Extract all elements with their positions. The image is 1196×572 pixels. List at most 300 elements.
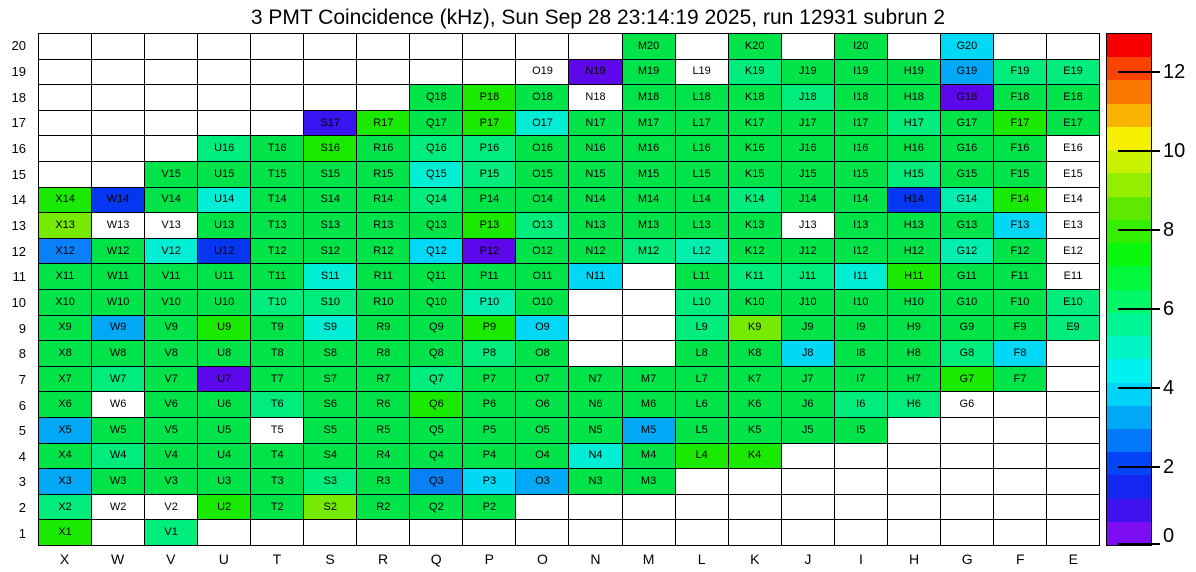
- cell-R3: R3: [357, 469, 410, 495]
- cell-R7: R7: [357, 367, 410, 393]
- cell-G14: G14: [941, 188, 994, 214]
- cell-S10: S10: [304, 290, 357, 316]
- colorbar-band-16: [1107, 406, 1151, 429]
- col-label-X: X: [59, 551, 70, 567]
- cell-L19: L19: [676, 60, 729, 86]
- cell-E17: E17: [1047, 111, 1100, 137]
- cell-empty-N20: [569, 34, 622, 60]
- cell-M18: M18: [623, 85, 676, 111]
- colorbar-tick-label-4: 4: [1163, 377, 1175, 400]
- cell-J11: J11: [782, 264, 835, 290]
- cell-G6: G6: [941, 392, 994, 418]
- cell-L13: L13: [676, 213, 729, 239]
- cell-empty-M11: [623, 264, 676, 290]
- cell-H13: H13: [888, 213, 941, 239]
- cell-empty-N1: [569, 520, 622, 546]
- cell-E16: E16: [1047, 136, 1100, 162]
- cell-N17: N17: [569, 111, 622, 137]
- col-label-F: F: [1015, 551, 1025, 567]
- col-label-W: W: [111, 551, 125, 567]
- colorbar-band-3: [1107, 104, 1151, 127]
- cell-empty-V16: [145, 136, 198, 162]
- cell-L10: L10: [676, 290, 729, 316]
- col-label-E: E: [1068, 551, 1078, 567]
- cell-O6: O6: [516, 392, 569, 418]
- cell-F13: F13: [994, 213, 1047, 239]
- cell-empty-G5: [941, 418, 994, 444]
- cell-K7: K7: [729, 367, 782, 393]
- cell-M5: M5: [623, 418, 676, 444]
- cell-G7: G7: [941, 367, 994, 393]
- cell-empty-H2: [888, 495, 941, 521]
- cell-J15: J15: [782, 162, 835, 188]
- cell-T8: T8: [251, 341, 304, 367]
- cell-P3: P3: [463, 469, 516, 495]
- cell-P6: P6: [463, 392, 516, 418]
- cell-empty-I3: [835, 469, 888, 495]
- cell-O3: O3: [516, 469, 569, 495]
- cell-N5: N5: [569, 418, 622, 444]
- colorbar-tick-label-8: 8: [1163, 219, 1175, 242]
- cell-P12: P12: [463, 239, 516, 265]
- cell-empty-J3: [782, 469, 835, 495]
- col-label-I: I: [859, 551, 863, 567]
- cell-empty-F5: [994, 418, 1047, 444]
- row-label-20: 20: [11, 38, 26, 54]
- cell-empty-W18: [92, 85, 145, 111]
- col-label-G: G: [961, 551, 973, 567]
- cell-W2: W2: [92, 495, 145, 521]
- cell-Q9: Q9: [410, 316, 463, 342]
- cell-Q18: Q18: [410, 85, 463, 111]
- cell-empty-U19: [198, 60, 251, 86]
- colorbar-band-8: [1107, 220, 1151, 243]
- cell-N13: N13: [569, 213, 622, 239]
- row-label-5: 5: [18, 423, 26, 439]
- cell-N14: N14: [569, 188, 622, 214]
- row-label-19: 19: [11, 63, 26, 79]
- cell-L11: L11: [676, 264, 729, 290]
- cell-empty-T19: [251, 60, 304, 86]
- cell-F10: F10: [994, 290, 1047, 316]
- cell-P17: P17: [463, 111, 516, 137]
- cell-K8: K8: [729, 341, 782, 367]
- cell-Q2: Q2: [410, 495, 463, 521]
- cell-empty-E4: [1047, 444, 1100, 470]
- cell-J7: J7: [782, 367, 835, 393]
- cell-W3: W3: [92, 469, 145, 495]
- cell-K15: K15: [729, 162, 782, 188]
- cell-empty-U1: [198, 520, 251, 546]
- row-label-17: 17: [11, 115, 26, 131]
- row-label-13: 13: [11, 217, 26, 233]
- cell-empty-U17: [198, 111, 251, 137]
- col-label-O: O: [536, 551, 548, 567]
- cell-J17: J17: [782, 111, 835, 137]
- cell-empty-N2: [569, 495, 622, 521]
- cell-L5: L5: [676, 418, 729, 444]
- cell-I18: I18: [835, 85, 888, 111]
- cell-G18: G18: [941, 85, 994, 111]
- cell-R14: R14: [357, 188, 410, 214]
- cell-E14: E14: [1047, 188, 1100, 214]
- cell-empty-X15: [39, 162, 92, 188]
- cell-V12: V12: [145, 239, 198, 265]
- cell-O19: O19: [516, 60, 569, 86]
- cell-empty-N8: [569, 341, 622, 367]
- cell-empty-E8: [1047, 341, 1100, 367]
- cell-empty-W20: [92, 34, 145, 60]
- cell-X12: X12: [39, 239, 92, 265]
- cell-J14: J14: [782, 188, 835, 214]
- cell-V11: V11: [145, 264, 198, 290]
- col-label-J: J: [804, 551, 812, 567]
- row-label-15: 15: [11, 166, 26, 182]
- cell-G15: G15: [941, 162, 994, 188]
- cell-P10: P10: [463, 290, 516, 316]
- cell-O9: O9: [516, 316, 569, 342]
- cell-S7: S7: [304, 367, 357, 393]
- cell-Q15: Q15: [410, 162, 463, 188]
- cell-empty-H4: [888, 444, 941, 470]
- cell-X13: X13: [39, 213, 92, 239]
- cell-S14: S14: [304, 188, 357, 214]
- cell-empty-T20: [251, 34, 304, 60]
- cell-T3: T3: [251, 469, 304, 495]
- cell-E18: E18: [1047, 85, 1100, 111]
- cell-empty-W16: [92, 136, 145, 162]
- cell-O10: O10: [516, 290, 569, 316]
- cell-G17: G17: [941, 111, 994, 137]
- cell-E13: E13: [1047, 213, 1100, 239]
- cell-W12: W12: [92, 239, 145, 265]
- cell-empty-L1: [676, 520, 729, 546]
- cell-L12: L12: [676, 239, 729, 265]
- cell-V5: V5: [145, 418, 198, 444]
- cell-empty-M8: [623, 341, 676, 367]
- cell-O18: O18: [516, 85, 569, 111]
- row-label-7: 7: [18, 371, 26, 387]
- cell-U5: U5: [198, 418, 251, 444]
- row-label-10: 10: [11, 294, 26, 310]
- cell-empty-J1: [782, 520, 835, 546]
- cell-empty-F1: [994, 520, 1047, 546]
- cell-X1: X1: [39, 520, 92, 546]
- cell-empty-R1: [357, 520, 410, 546]
- colorbar-tick-label-10: 10: [1163, 140, 1186, 163]
- cell-empty-J2: [782, 495, 835, 521]
- cell-S8: S8: [304, 341, 357, 367]
- cell-empty-E20: [1047, 34, 1100, 60]
- cell-U4: U4: [198, 444, 251, 470]
- cell-O5: O5: [516, 418, 569, 444]
- cell-U3: U3: [198, 469, 251, 495]
- col-label-K: K: [750, 551, 760, 567]
- cell-J16: J16: [782, 136, 835, 162]
- cell-F16: F16: [994, 136, 1047, 162]
- cell-U9: U9: [198, 316, 251, 342]
- cell-X7: X7: [39, 367, 92, 393]
- cell-E19: E19: [1047, 60, 1100, 86]
- cell-empty-U18: [198, 85, 251, 111]
- cell-K13: K13: [729, 213, 782, 239]
- cell-S2: S2: [304, 495, 357, 521]
- cell-O7: O7: [516, 367, 569, 393]
- cell-empty-P19: [463, 60, 516, 86]
- col-label-H: H: [908, 551, 920, 567]
- cell-Q4: Q4: [410, 444, 463, 470]
- cell-empty-F2: [994, 495, 1047, 521]
- cell-E10: E10: [1047, 290, 1100, 316]
- colorbar-tick-6: [1118, 308, 1160, 310]
- cell-M14: M14: [623, 188, 676, 214]
- cell-K9: K9: [729, 316, 782, 342]
- cell-N4: N4: [569, 444, 622, 470]
- cell-L18: L18: [676, 85, 729, 111]
- cell-G19: G19: [941, 60, 994, 86]
- cell-J6: J6: [782, 392, 835, 418]
- cell-I14: I14: [835, 188, 888, 214]
- cell-L6: L6: [676, 392, 729, 418]
- cell-empty-G1: [941, 520, 994, 546]
- cell-F14: F14: [994, 188, 1047, 214]
- colorbar-tick-0: [1118, 543, 1160, 545]
- heatmap-grid: [38, 33, 1100, 546]
- cell-J5: J5: [782, 418, 835, 444]
- cell-T7: T7: [251, 367, 304, 393]
- colorbar-tick-label-0: 0: [1163, 525, 1175, 547]
- cell-F12: F12: [994, 239, 1047, 265]
- cell-V6: V6: [145, 392, 198, 418]
- cell-O4: O4: [516, 444, 569, 470]
- cell-X8: X8: [39, 341, 92, 367]
- cell-F19: F19: [994, 60, 1047, 86]
- cell-P7: P7: [463, 367, 516, 393]
- cell-R8: R8: [357, 341, 410, 367]
- cell-empty-W17: [92, 111, 145, 137]
- cell-empty-I2: [835, 495, 888, 521]
- cell-T2: T2: [251, 495, 304, 521]
- cell-Q5: Q5: [410, 418, 463, 444]
- cell-R6: R6: [357, 392, 410, 418]
- cell-G20: G20: [941, 34, 994, 60]
- colorbar-band-13: [1107, 336, 1151, 359]
- cell-L14: L14: [676, 188, 729, 214]
- cell-L16: L16: [676, 136, 729, 162]
- cell-O8: O8: [516, 341, 569, 367]
- cell-T10: T10: [251, 290, 304, 316]
- cell-J10: J10: [782, 290, 835, 316]
- cell-S5: S5: [304, 418, 357, 444]
- colorbar-band-5: [1107, 150, 1151, 173]
- colorbar-band-7: [1107, 197, 1151, 220]
- cell-F15: F15: [994, 162, 1047, 188]
- cell-S4: S4: [304, 444, 357, 470]
- cell-V3: V3: [145, 469, 198, 495]
- cell-V9: V9: [145, 316, 198, 342]
- cell-I8: I8: [835, 341, 888, 367]
- row-label-2: 2: [18, 500, 26, 516]
- colorbar-tick-label-12: 12: [1163, 61, 1186, 84]
- row-label-18: 18: [11, 89, 26, 105]
- cell-H12: H12: [888, 239, 941, 265]
- cell-empty-E5: [1047, 418, 1100, 444]
- col-label-N: N: [590, 551, 601, 567]
- cell-empty-N10: [569, 290, 622, 316]
- cell-K6: K6: [729, 392, 782, 418]
- cell-T15: T15: [251, 162, 304, 188]
- cell-N6: N6: [569, 392, 622, 418]
- cell-I15: I15: [835, 162, 888, 188]
- cell-U13: U13: [198, 213, 251, 239]
- cell-I9: I9: [835, 316, 888, 342]
- cell-empty-X16: [39, 136, 92, 162]
- cell-U12: U12: [198, 239, 251, 265]
- cell-empty-G4: [941, 444, 994, 470]
- cell-W7: W7: [92, 367, 145, 393]
- cell-L15: L15: [676, 162, 729, 188]
- col-label-P: P: [484, 551, 494, 567]
- cell-L7: L7: [676, 367, 729, 393]
- col-label-M: M: [642, 551, 655, 567]
- cell-U8: U8: [198, 341, 251, 367]
- cell-M12: M12: [623, 239, 676, 265]
- colorbar-tick-10: [1118, 150, 1160, 152]
- x-axis-labels: [38, 549, 1100, 569]
- cell-P4: P4: [463, 444, 516, 470]
- cell-V8: V8: [145, 341, 198, 367]
- cell-empty-K2: [729, 495, 782, 521]
- cell-empty-M10: [623, 290, 676, 316]
- cell-empty-P20: [463, 34, 516, 60]
- cell-P8: P8: [463, 341, 516, 367]
- cell-Q12: Q12: [410, 239, 463, 265]
- cell-empty-M2: [623, 495, 676, 521]
- chart-title: 3 PMT Coincidence (kHz), Sun Sep 28 23:14:19 2025, run 12931 subrun 2: [250, 6, 946, 29]
- col-label-Q: Q: [430, 551, 442, 567]
- cell-Q8: Q8: [410, 341, 463, 367]
- cell-empty-T17: [251, 111, 304, 137]
- cell-I16: I16: [835, 136, 888, 162]
- colorbar-band-20: [1107, 499, 1151, 522]
- cell-empty-W1: [92, 520, 145, 546]
- cell-K12: K12: [729, 239, 782, 265]
- cell-I19: I19: [835, 60, 888, 86]
- cell-V15: V15: [145, 162, 198, 188]
- cell-U6: U6: [198, 392, 251, 418]
- cell-U7: U7: [198, 367, 251, 393]
- colorbar-tick-2: [1118, 466, 1160, 468]
- cell-X4: X4: [39, 444, 92, 470]
- cell-T16: T16: [251, 136, 304, 162]
- cell-empty-M1: [623, 520, 676, 546]
- cell-empty-S20: [304, 34, 357, 60]
- colorbar-tick-label-2: 2: [1163, 456, 1175, 479]
- cell-empty-K3: [729, 469, 782, 495]
- cell-empty-O20: [516, 34, 569, 60]
- cell-empty-E3: [1047, 469, 1100, 495]
- cell-Q16: Q16: [410, 136, 463, 162]
- cell-P11: P11: [463, 264, 516, 290]
- cell-X6: X6: [39, 392, 92, 418]
- cell-F9: F9: [994, 316, 1047, 342]
- cell-empty-N9: [569, 316, 622, 342]
- colorbar-band-0: [1107, 34, 1151, 57]
- cell-G10: G10: [941, 290, 994, 316]
- cell-S16: S16: [304, 136, 357, 162]
- colorbar-band-9: [1107, 243, 1151, 266]
- cell-empty-F4: [994, 444, 1047, 470]
- cell-R16: R16: [357, 136, 410, 162]
- colorbar-band-4: [1107, 127, 1151, 150]
- cell-V1: V1: [145, 520, 198, 546]
- colorbar-band-14: [1107, 359, 1151, 382]
- cell-V13: V13: [145, 213, 198, 239]
- cell-Q13: Q13: [410, 213, 463, 239]
- cell-empty-X19: [39, 60, 92, 86]
- cell-empty-L20: [676, 34, 729, 60]
- cell-I7: I7: [835, 367, 888, 393]
- cell-K4: K4: [729, 444, 782, 470]
- colorbar-band-17: [1107, 429, 1151, 452]
- cell-empty-S19: [304, 60, 357, 86]
- cell-N12: N12: [569, 239, 622, 265]
- cell-N7: N7: [569, 367, 622, 393]
- cell-S17: S17: [304, 111, 357, 137]
- cell-I12: I12: [835, 239, 888, 265]
- cell-empty-V20: [145, 34, 198, 60]
- cell-empty-X18: [39, 85, 92, 111]
- cell-N19: N19: [569, 60, 622, 86]
- cell-U11: U11: [198, 264, 251, 290]
- cell-R5: R5: [357, 418, 410, 444]
- cell-N3: N3: [569, 469, 622, 495]
- cell-Q6: Q6: [410, 392, 463, 418]
- cell-K18: K18: [729, 85, 782, 111]
- cell-G8: G8: [941, 341, 994, 367]
- cell-L4: L4: [676, 444, 729, 470]
- cell-U15: U15: [198, 162, 251, 188]
- cell-Q7: Q7: [410, 367, 463, 393]
- cell-P13: P13: [463, 213, 516, 239]
- cell-P18: P18: [463, 85, 516, 111]
- cell-S9: S9: [304, 316, 357, 342]
- cell-M16: M16: [623, 136, 676, 162]
- cell-X9: X9: [39, 316, 92, 342]
- cell-T9: T9: [251, 316, 304, 342]
- cell-U10: U10: [198, 290, 251, 316]
- cell-I5: I5: [835, 418, 888, 444]
- cell-empty-O2: [516, 495, 569, 521]
- cell-L8: L8: [676, 341, 729, 367]
- cell-K16: K16: [729, 136, 782, 162]
- cell-empty-M9: [623, 316, 676, 342]
- cell-empty-R20: [357, 34, 410, 60]
- cell-empty-F20: [994, 34, 1047, 60]
- cell-V14: V14: [145, 188, 198, 214]
- cell-P9: P9: [463, 316, 516, 342]
- cell-K17: K17: [729, 111, 782, 137]
- cell-W11: W11: [92, 264, 145, 290]
- cell-empty-I4: [835, 444, 888, 470]
- cell-empty-H3: [888, 469, 941, 495]
- cell-empty-I1: [835, 520, 888, 546]
- cell-I6: I6: [835, 392, 888, 418]
- cell-K14: K14: [729, 188, 782, 214]
- colorbar-band-15: [1107, 383, 1151, 406]
- cell-O11: O11: [516, 264, 569, 290]
- cell-empty-K1: [729, 520, 782, 546]
